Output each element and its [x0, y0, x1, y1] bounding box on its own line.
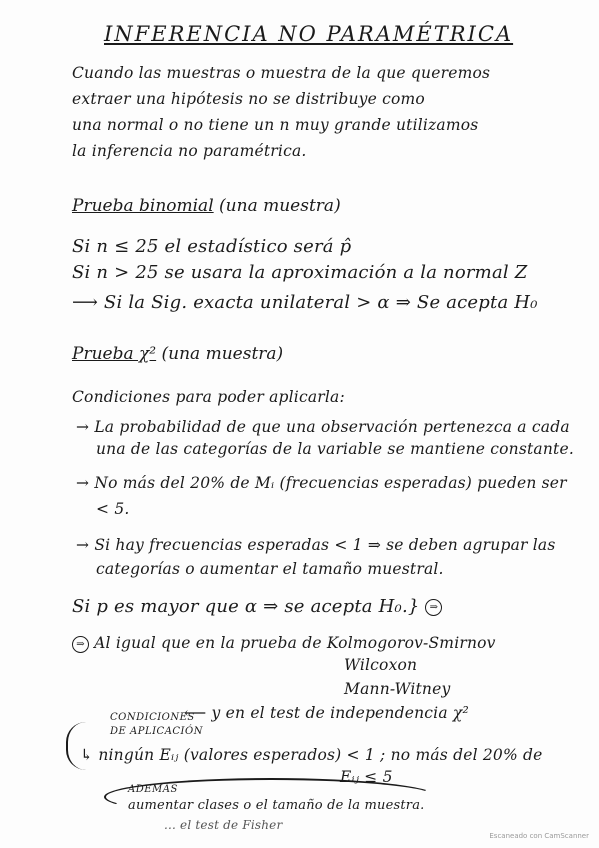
condition-line-6: categorías o aumentar el tamaño muestral.	[96, 560, 444, 578]
intro-line-2: extraer una hipótesis no se distribuye como	[72, 90, 425, 108]
cut-off-text: ... el test de Fisher	[164, 818, 283, 832]
circled-arrow-icon: ⇒	[72, 636, 89, 653]
chi-rule-text: Si p es mayor que α ⇒ se acepta H₀.}	[72, 596, 420, 617]
same-as-line	[72, 634, 496, 653]
conditions-title: Condiciones para poder aplicarla:	[72, 388, 345, 406]
condition-line-5: → Si hay frecuencias esperadas < 1 ⇒ se deben agrupar las	[76, 536, 556, 554]
binomial-line-3: ⟶ Si la Sig. exacta unilateral > α ⇒ Se acepta H₀	[72, 292, 538, 313]
intro-line-3: una normal o no tiene un n muy grande utilizamos	[72, 116, 479, 134]
chi-heading-note: (una muestra)	[161, 344, 284, 364]
binomial-line-2: Si n > 25 se usara la aproximación a la normal Z	[72, 262, 528, 283]
binomial-heading-note: (una muestra)	[219, 196, 341, 216]
ninguno-line-2: Eᵢⱼ ≤ 5	[340, 768, 393, 786]
condition-line-4: < 5.	[96, 500, 130, 518]
same-as-text: Al igual que en la prueba de Kolmogorov-Smirnov	[94, 634, 496, 652]
condition-line-3: → No más del 20% de Mᵢ (frecuencias esperadas) pueden ser	[76, 474, 567, 492]
intro-line-4: la inferencia no paramétrica.	[72, 142, 307, 160]
binomial-line-1: Si n ≤ 25 el estadístico será p̂	[72, 236, 352, 257]
cond-label-2: DE APLICACIÓN	[110, 726, 203, 737]
intro-line-1: Cuando las muestras o muestra de la que queremos	[72, 64, 491, 82]
condition-line-2: una de las categorías de la variable se mantiene constante.	[96, 440, 574, 458]
chi-rule	[72, 596, 442, 617]
condition-line-1: → La probabilidad de que una observación pertenezca a cada	[76, 418, 570, 436]
chi-heading	[72, 344, 283, 364]
ninguno-line: ↳ ningún Eᵢⱼ (valores esperados) < 1 ; no más del 20% de	[80, 746, 543, 764]
circled-arrow-icon: ⇒	[425, 599, 442, 616]
scanner-watermark: Escaneado con CamScanner	[489, 832, 589, 840]
ademas-text: aumentar clases o el tamaño de la muestra.	[128, 798, 425, 813]
page-title: INFERENCIA NO PARAMÉTRICA	[104, 22, 514, 46]
binomial-heading-title: Prueba binomial	[72, 196, 214, 216]
chi-heading-title: Prueba χ²	[72, 344, 157, 364]
same-test-mann-witney: Mann-Witney	[344, 680, 451, 698]
same-test-wilcoxon: Wilcoxon	[344, 656, 418, 674]
cond-text: ⟵ y en el test de independencia χ²	[184, 704, 469, 722]
binomial-heading	[72, 196, 341, 216]
cond-label-1: CONDICIONES	[110, 712, 195, 723]
ademas-label: ADEMÁS	[128, 784, 178, 795]
